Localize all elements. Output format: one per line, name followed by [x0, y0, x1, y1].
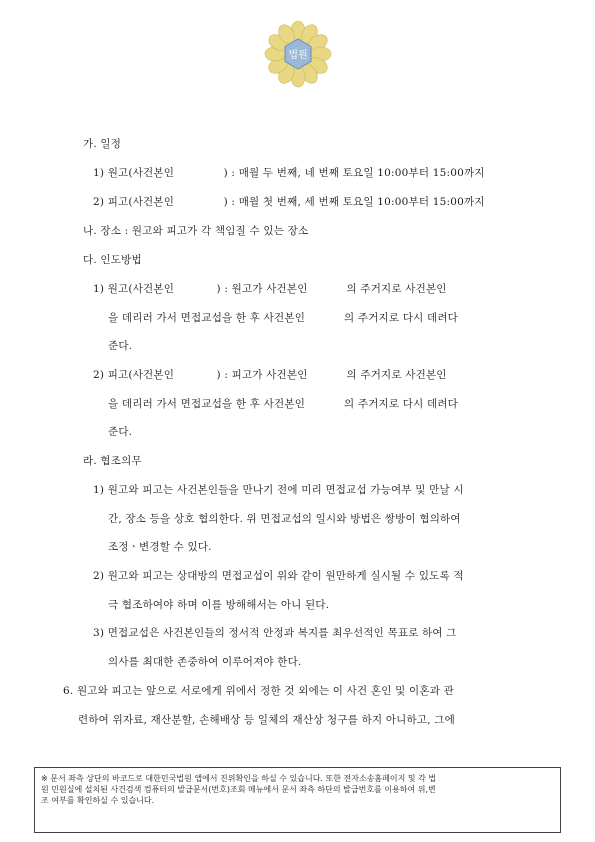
section-ra-heading: 라. 협조의무	[83, 455, 142, 467]
handover-plaintiff-line2: 을 데리러 가서 면접교섭을 한 후 사건본인 의 주거지로 다시 데려다	[108, 312, 459, 324]
cooperation-1-line1: 1) 원고와 피고는 사건본인들을 만나기 전에 미리 면접교섭 가능여부 및 만날 시	[93, 484, 464, 496]
court-seal-icon	[262, 18, 334, 90]
cooperation-1-line3: 조정ㆍ변경할 수 있다.	[108, 541, 212, 553]
cooperation-2-line2: 극 협조하여야 하며 이를 방해해서는 아니 된다.	[108, 599, 330, 611]
section-ga-heading: 가. 일정	[83, 138, 122, 150]
cooperation-3-line1: 3) 면접교섭은 사건본인들의 정서적 안정과 복지를 최우선적인 목표로 하여 그	[93, 627, 457, 639]
handover-defendant-line1: 2) 피고(사건본인 ) : 피고가 사건본인 의 주거지로 사건본인	[93, 369, 447, 381]
schedule-defendant: 2) 피고(사건본인 ) : 매월 첫 번째, 세 번째 토요일 10:00부터 15:00까지	[93, 196, 485, 208]
handover-defendant-line2: 을 데리러 가서 면접교섭을 한 후 사건본인 의 주거지로 다시 데려다	[108, 398, 459, 410]
notice-line: 원 민원실에 설치된 사건검색 컴퓨터의 발급문서(번호)조회 메뉴에서 문서 좌측 하단의 발급번호를 이용하여 위,변	[41, 785, 436, 794]
cooperation-2-line1: 2) 원고와 피고는 상대방의 면접교섭이 위와 같이 원만하게 실시될 수 있도록 적	[93, 570, 464, 582]
notice-line: 조 여부를 확인하실 수 있습니다.	[41, 796, 155, 805]
clause-6-line2: 련하여 위자료, 재산분할, 손해배상 등 일체의 재산상 청구를 하지 아니하고, 그에	[78, 714, 455, 726]
handover-defendant-line3: 준다.	[108, 426, 133, 438]
cooperation-1-line2: 간, 장소 등을 상호 협의한다. 위 면접교섭의 일시와 방법은 쌍방이 협의하여	[108, 513, 461, 525]
section-na-place: 나. 장소 : 원고와 피고가 각 책임질 수 있는 장소	[83, 225, 309, 237]
court-seal	[262, 18, 334, 90]
section-da-heading: 다. 인도방법	[83, 254, 142, 266]
seal-text: 법원	[288, 50, 308, 61]
verification-notice	[34, 767, 561, 833]
notice-line: ※ 문서 좌측 상단의 바코드로 대한민국법원 앱에서 진위확인을 하실 수 있습니다. 또한 전자소송홈페이지 및 각 법	[41, 774, 437, 783]
schedule-plaintiff: 1) 원고(사건본인 ) : 매월 두 번째, 네 번째 토요일 10:00부터 15:00까지	[93, 167, 485, 179]
handover-plaintiff-line3: 준다.	[108, 340, 133, 352]
handover-plaintiff-line1: 1) 원고(사건본인 ) : 원고가 사건본인 의 주거지로 사건본인	[93, 283, 447, 295]
clause-6-line1: 6. 원고와 피고는 앞으로 서로에게 위에서 정한 것 외에는 이 사건 혼인 및 이혼과 관	[63, 685, 454, 697]
cooperation-3-line2: 의사를 최대한 존중하여 이루어져야 한다.	[108, 656, 302, 668]
